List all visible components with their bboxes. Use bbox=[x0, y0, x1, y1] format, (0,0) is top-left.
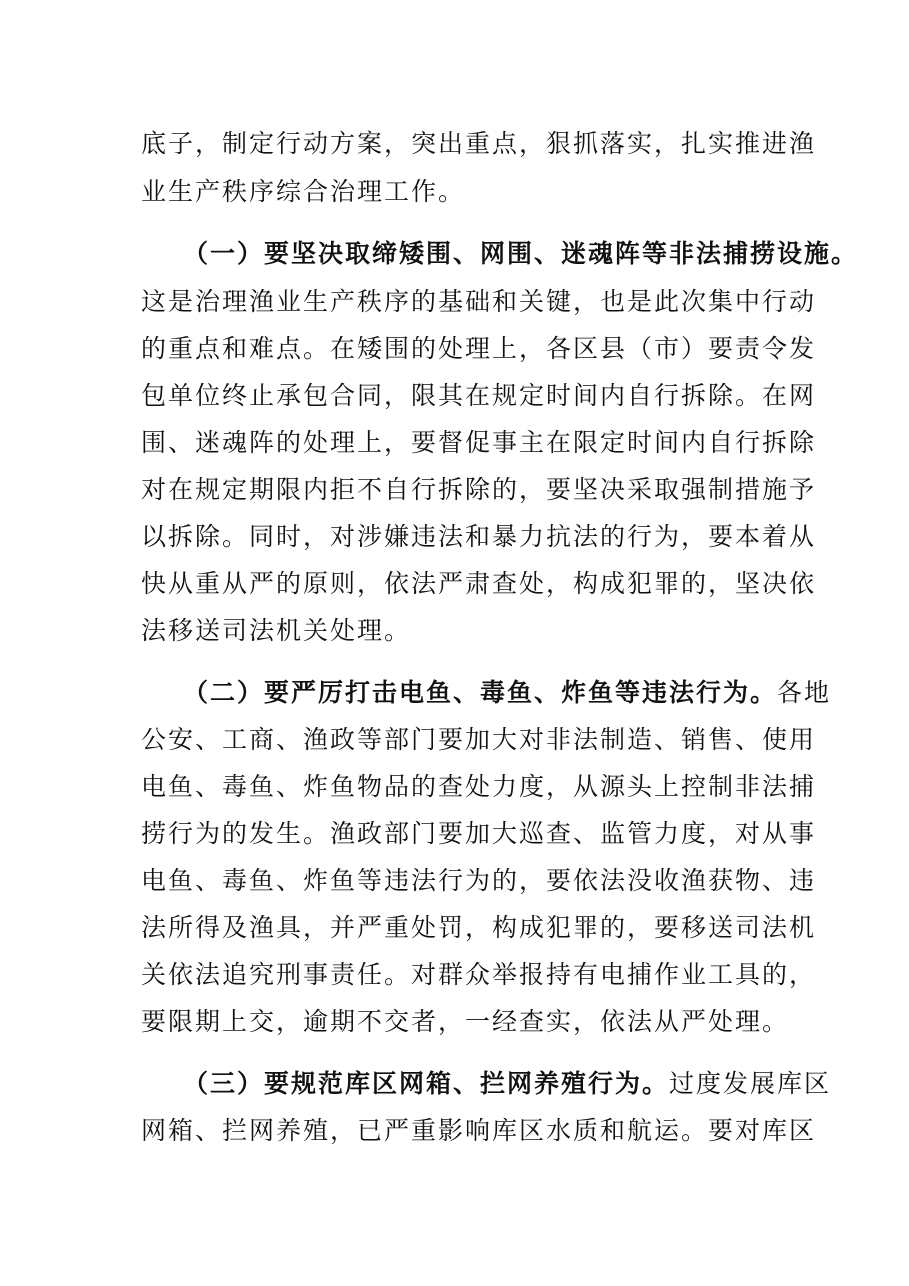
paragraph-line bbox=[141, 329, 817, 369]
paragraph-line bbox=[141, 124, 817, 164]
line-text: 围、迷魂阵的处理上，要督促事主在限定时间内自行拆除 bbox=[141, 428, 817, 457]
line-text: 过度发展库区 bbox=[669, 1069, 832, 1098]
paragraph-line bbox=[141, 376, 817, 416]
line-text: 包单位终止承包合同，限其在规定时间内自行拆除。在网 bbox=[141, 381, 817, 410]
paragraph-line bbox=[141, 861, 817, 901]
paragraph-line bbox=[141, 564, 817, 604]
line-text: 这是治理渔业生产秩序的基础和关键，也是此次集中行动 bbox=[141, 287, 817, 316]
line-text: 业生产秩序综合治理工作。 bbox=[141, 177, 466, 206]
line-text: 捞行为的发生。渔政部门要加大巡查、监管力度，对从事 bbox=[141, 819, 817, 848]
heading-text: （三）要规范库区网箱、拦网养殖行为。 bbox=[183, 1069, 670, 1098]
line-text: 快从重从严的原则，依法严肃查处，构成犯罪的，坚决依 bbox=[141, 569, 817, 598]
paragraph-line bbox=[141, 172, 781, 212]
section-heading-2 bbox=[183, 673, 832, 713]
paragraph-line bbox=[141, 470, 817, 510]
line-text: 电鱼、毒鱼、炸鱼等违法行为的，要依法没收渔获物、违 bbox=[141, 866, 817, 895]
paragraph-line bbox=[141, 611, 781, 651]
paragraph-line bbox=[141, 1002, 790, 1042]
paragraph-line bbox=[141, 767, 817, 807]
line-text: 的重点和难点。在矮围的处理上，各区县（市）要责令发 bbox=[141, 334, 817, 363]
paragraph-line bbox=[141, 814, 817, 854]
line-text: 对在规定期限内拒不自行拆除的，要坚决采取强制措施予 bbox=[141, 475, 817, 504]
heading-text: （二）要严厉打击电鱼、毒鱼、炸鱼等违法行为。 bbox=[183, 678, 778, 707]
line-text: 各地 bbox=[777, 678, 832, 707]
paragraph-line bbox=[141, 1111, 817, 1151]
line-text: 电鱼、毒鱼、炸鱼物品的查处力度，从源头上控制非法捕 bbox=[141, 772, 817, 801]
line-text: 底子，制定行动方案，突出重点，狠抓落实，扎实推进渔 bbox=[141, 129, 817, 158]
line-text: 关依法追究刑事责任。对群众举报持有电捕作业工具的， bbox=[141, 960, 817, 989]
section-heading-3 bbox=[183, 1064, 832, 1104]
section-heading-1 bbox=[183, 234, 859, 274]
paragraph-line bbox=[141, 282, 817, 322]
paragraph-line bbox=[141, 908, 817, 948]
line-text: 法移送司法机关处理。 bbox=[141, 616, 412, 645]
line-text: 法所得及渔具，并严重处罚，构成犯罪的，要移送司法机 bbox=[141, 913, 817, 942]
paragraph-line bbox=[141, 720, 817, 760]
paragraph-line bbox=[141, 517, 817, 557]
line-text: 公安、工商、渔政等部门要加大对非法制造、销售、使用 bbox=[141, 725, 817, 754]
line-text: 网箱、拦网养殖，已严重影响库区水质和航运。要对库区 bbox=[141, 1116, 817, 1145]
paragraph-line bbox=[141, 423, 817, 463]
line-text: 以拆除。同时，对涉嫌违法和暴力抗法的行为，要本着从 bbox=[141, 522, 817, 551]
heading-text: （一）要坚决取缔矮围、网围、迷魂阵等非法捕捞设施。 bbox=[183, 239, 859, 268]
paragraph-line bbox=[141, 955, 817, 995]
line-text: 要限期上交，逾期不交者，一经查实，依法从严处理。 bbox=[141, 1007, 790, 1036]
